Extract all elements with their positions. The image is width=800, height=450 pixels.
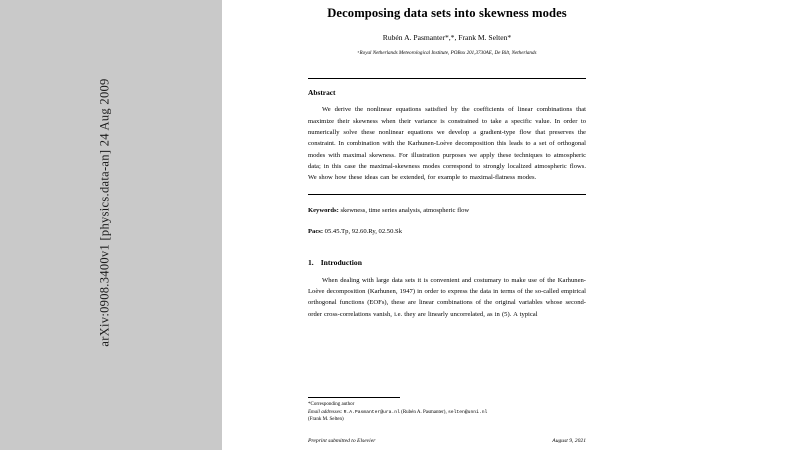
footnote-email-two[interactable]: selten@unni.nl (447, 409, 488, 415)
divider-below-abstract (308, 194, 586, 195)
keywords-line (308, 206, 586, 217)
keywords-value: skewness, time series analysis, atmospheric flow (340, 206, 470, 214)
footnote-email-one[interactable]: R.A.Pasmanter@ura.nl (343, 409, 400, 415)
footnote-divider (308, 397, 400, 398)
arxiv-stamp (0, 0, 222, 450)
article-column (308, 0, 586, 450)
affiliation: ᵃRoyal Netherlands Meteorological Institute, POBox 201,3730AE, De Bilt, Netherlands (357, 49, 537, 56)
footnote-email-one-name: (Rubén A. Pasmanter), (401, 409, 447, 415)
divider-above-abstract (308, 78, 586, 79)
introduction-paragraph: When dealing with large data sets it is convenient and costumary to make use of the Karhunen-Loève decomposition (Karhunen, 1947) in order to express the data in terms of the so-called empirical orthogonal functions (EOFs), these are linear combinations of the original variables whose second-order cross-correlations vanish, i.e. they are linearly uncorrelated, as in (5). A typical (308, 276, 586, 318)
page-title: Decomposing data sets into skewness modes (327, 6, 567, 20)
left-gutter (0, 0, 222, 450)
footnote-email-line (308, 409, 586, 417)
section-number: 1. (308, 257, 314, 267)
arxiv-stamp-text: arXiv:0908.3400v1 [physics.data-an] 24 Aug 2009 (97, 78, 112, 347)
author-list: Rubén A. Pasmanter*,*, Frank M. Selten* (382, 32, 512, 42)
page-footer (308, 438, 586, 444)
pacs-label: Pacs: (308, 228, 324, 236)
footnote-corresponding-author: *Corresponding author (308, 401, 355, 407)
section-title: Introduction (320, 257, 362, 267)
abstract-heading: Abstract (308, 88, 336, 98)
footnote-email-two-name: (Frank M. Selten) (308, 417, 344, 423)
pacs-line (308, 227, 586, 238)
footer-left: Preprint submitted to Elsevier (308, 438, 376, 444)
footnote-block (308, 397, 586, 424)
pacs-value: 05.45.Tp, 92.60.Ry, 02.50.Sk (324, 228, 403, 236)
section-heading-introduction (308, 258, 586, 267)
paper-sheet (222, 0, 800, 450)
keywords-label: Keywords: (308, 206, 339, 214)
footnote-email-label: Email addresses: (308, 409, 343, 415)
footer-right: August 9, 2021 (552, 438, 586, 444)
abstract-text: We derive the nonlinear equations satisfied by the coefficients of linear combinations that maximize their skewness when their variance is constrained to take a specific value. In order to numerically solve these nonlinear equations we develop a gradient-type flow that preserves the constraint. In combination with the Karhunen-Loève decomposition this leads to a set of orthogonal modes with maximal skewness. For illustration purposes we apply these techniques to atmospheric data; in this case the maximal-skewness modes correspond to strongly localized atmospheric flows. We show how these ideas can be extended, for example to maximal-flatness modes. (308, 106, 586, 182)
